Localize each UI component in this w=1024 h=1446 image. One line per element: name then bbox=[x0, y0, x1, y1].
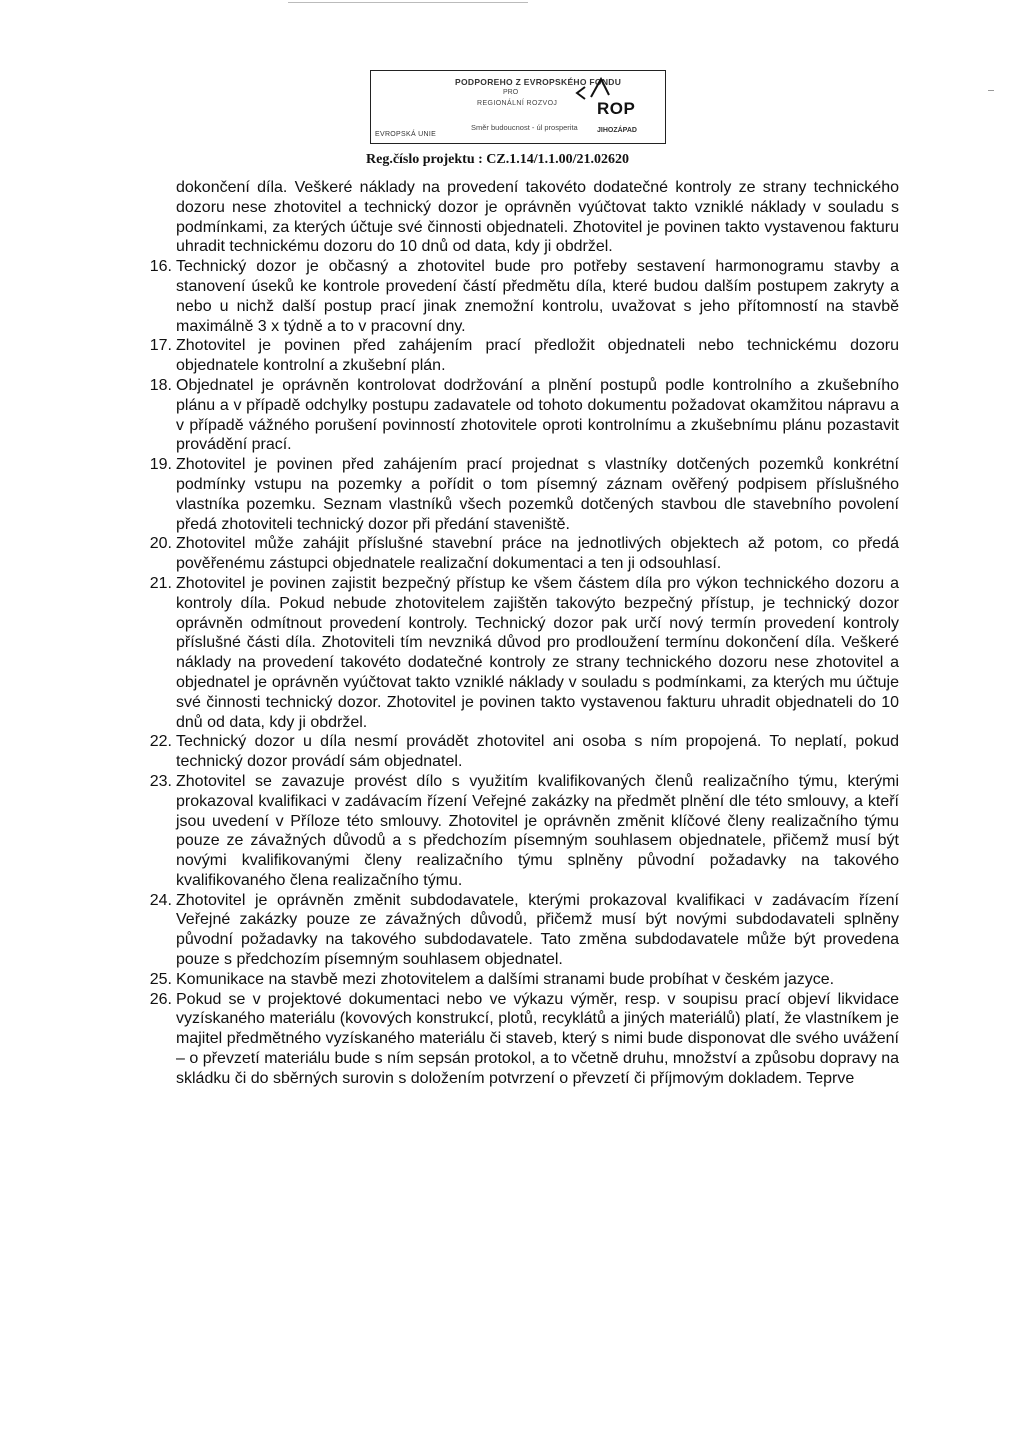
clause-number: 25. bbox=[149, 970, 172, 988]
clause-number: 26. bbox=[149, 990, 172, 1008]
clause-item bbox=[149, 376, 899, 455]
clause-text: Objednatel je oprávněn kontrolovat dodržování a plnění postupů podle kontrolního a zkušebního plánu a v případě odchylky postupu zadavatele od tohoto dokumentu požadovat okamžitou nápravu a v případě vážného porušení povinností zhotovitele oproti kontrolnímu a zkušebnímu plánu pozastavit provádění prací. bbox=[176, 376, 899, 454]
clause-text: Technický dozor je občasný a zhotovitel bude pro potřeby sestavení harmonogramu stavby a stanovení úseků ke kontrole provedení částí předmětu díla, které budou dalším postupem zakryty a nebo u nichž další postup prací jinak znemožní kontrolu, uvažovat s jeho přítomností na stavbě maximálně 3 x týdně a to v pracovní dny. bbox=[176, 258, 899, 335]
clause-text: Komunikace na stavbě mezi zhotovitelem a dalšími stranami bude probíhat v českém jazyce. bbox=[176, 970, 835, 988]
eu-rop-logo-box bbox=[370, 70, 666, 144]
contract-body bbox=[149, 178, 899, 1089]
scan-edge-line bbox=[288, 2, 528, 3]
rop-logo-text: ROP bbox=[597, 99, 636, 118]
logo-line-pro: PRO bbox=[503, 89, 519, 96]
rop-region-text: JIHOZÁPAD bbox=[597, 127, 637, 134]
clause-number: 24. bbox=[149, 891, 172, 909]
clause-list bbox=[149, 257, 899, 1088]
logo-line-motto: Směr budoucnost - úl prosperita bbox=[471, 123, 578, 132]
project-reg-number: Reg.číslo projektu : CZ.1.14/1.1.00/21.02620 bbox=[366, 152, 630, 167]
clause-number: 23. bbox=[149, 772, 172, 790]
clause-text: Zhotovitel je oprávněn změnit subdodavatele, kterými prokazoval kvalifikaci v zadávacím řízení Veřejné zakázky pouze ze závažných důvodů, přičemž musí být novými subdodavateli splněny původní požadavky na takového subdodavatele. Tato změna subdodavatele může být provedena pouze s předchozím písemným souhlasem objednatel. bbox=[176, 891, 899, 969]
clause-item bbox=[149, 732, 899, 772]
clause-text: Pokud se v projektové dokumentaci nebo ve výkazu výměr, resp. v soupisu prací objeví likvidace vyzískaného materiálu (kovových konstrukcí, plotů, recyklátů a jiných materiálů) platí, že vlastníkem je majitel předmětného vyzískaného materiálu či staveb, který s nimi bude disponovat dle svého uvážení – o převzetí materiálu bude s ním sepsán protokol, a to včetně druhu, množství a způsobu dopravy na skládku či do sběrných surovin s doložením potvrzení o převzetí či příjmovým dokladem. Teprve bbox=[176, 990, 899, 1087]
clause-item bbox=[149, 574, 899, 732]
logo-line-region: REGIONÁLNÍ ROZVOJ bbox=[477, 100, 558, 107]
clause-item bbox=[149, 970, 899, 990]
clause-text: Technický dozor u díla nesmí provádět zhotovitel ani osoba s ním propojená. To neplatí, pokud technický dozor provádí sám objednatel. bbox=[176, 733, 899, 771]
clause-text: Zhotovitel může zahájit příslušné stavební práce na jednotlivých objektech až potom, co předá pověřenému zástupci objednatele realizační dokumentaci a ten ji odsouhlasí. bbox=[176, 535, 899, 573]
clause-number: 21. bbox=[149, 574, 172, 592]
clause-number: 22. bbox=[149, 733, 172, 751]
clause-text: Zhotovitel je povinen před zahájením prací předložit objednateli nebo technickému dozoru objednatele kontrolní a zkušební plán. bbox=[176, 337, 899, 375]
clause-item bbox=[149, 772, 899, 891]
logo-line-eu: EVROPSKÁ UNIE bbox=[375, 131, 437, 138]
clause-number: 16. bbox=[149, 258, 172, 276]
clause-text: Zhotovitel je povinen zajistit bezpečný přístup ke všem částem díla pro výkon technického dozoru a kontroly díla. Pokud nebude zhotovitelem zajištěn takovýto bezpečný přístup, je technický dozor oprávněn odmítnout provedení kontroly. Technický dozor pak určí nový termín provedení kontroly příslušné části díla. Zhotoviteli tím nevzniká důvod pro prodloužení termínu dokončení díla. Veškeré náklady na provedení takovéto dodatečné kontroly ze strany technického dozoru nese zhotovitel a objednatel je oprávněn vyúčtovat takto vzniklé náklady v souladu s podmínkami, za kterých mu účtuje své činnosti technický dozor. Zhotovitel je povinen takto vystavenou fakturu uhradit objednateli do 10 dnů od data, kdy ji obdržel. bbox=[176, 574, 899, 731]
clause-number: 20. bbox=[149, 535, 172, 553]
clause-text: Zhotovitel se zavazuje provést dílo s využitím kvalifikovaných členů realizačního týmu, kterými prokazoval kvalifikaci v zadávacím řízení Veřejné zakázky na předmět plnění dle této smlouvy, a kteří jsou uvedení v Příloze této smlouvy. Zhotovitel je oprávněn změnit klíčové členy realizačního týmu pouze ze závažných důvodů a s předchozím písemným souhlasem objednatele, přičemž musí být novými kvalifikovanými členy realizačního týmu splněny původní požadavky na takového kvalifikovaného člena realizačního týmu. bbox=[176, 772, 899, 889]
logo-line-fund: PODPOREHO Z EVROPSKÉHO FONDU bbox=[455, 77, 622, 87]
clause-item bbox=[149, 891, 899, 970]
clause-item bbox=[149, 336, 899, 376]
clause-item bbox=[149, 534, 899, 574]
intro-paragraph: dokončení díla. Veškeré náklady na provedení takovéto dodatečné kontroly ze strany technického dozoru nese zhotovitel a technický dozor je oprávněn vyúčtovat takto vzniklé náklady v souladu s podmínkami, za kterých účtuje své činnosti objednateli. Zhotovitel je povinen takto vystavenou fakturu uhradit technickému dozoru do 10 dnů od data, kdy ji obdržel. bbox=[176, 179, 899, 256]
clause-text: Zhotovitel je povinen před zahájením prací projednat s vlastníky dotčených pozemků konkrétní podmínky vstupu na pozemky a pořídit o tom písemný záznam ověřený podpisem příslušného vlastníka pozemku. Seznam vlastníků všech pozemků dotčených stavbou dle stavebního povolení předá zhotoviteli technický dozor při předání staveniště. bbox=[176, 456, 899, 533]
scan-mark bbox=[988, 90, 994, 91]
clause-number: 17. bbox=[149, 337, 172, 355]
clause-number: 18. bbox=[149, 376, 172, 394]
clause-item bbox=[149, 455, 899, 534]
clause-item bbox=[149, 257, 899, 336]
clause-item bbox=[149, 990, 899, 1089]
clause-number: 19. bbox=[149, 456, 172, 474]
